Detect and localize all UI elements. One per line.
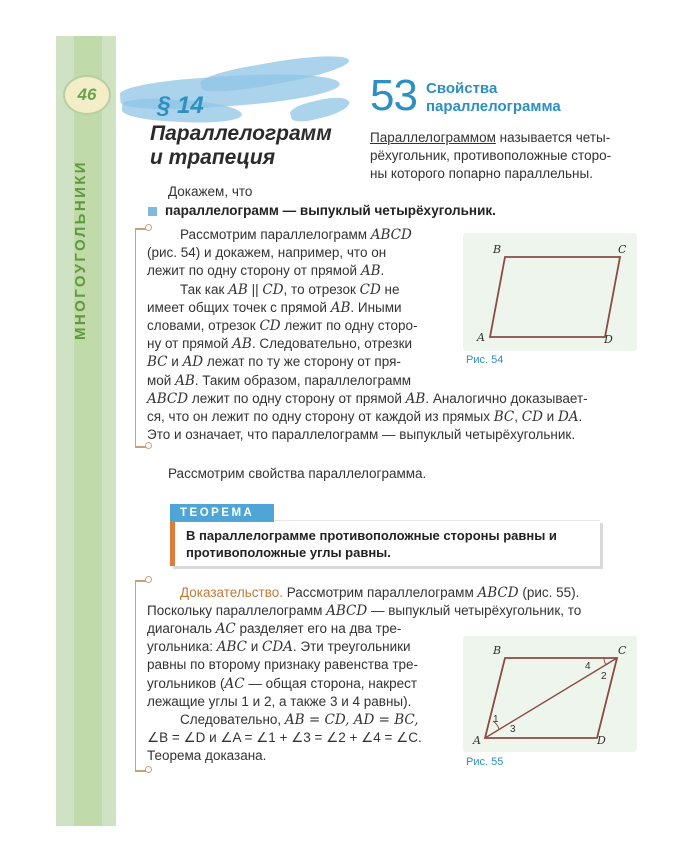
figure-55	[463, 636, 637, 752]
angle-label-1: 1	[493, 714, 499, 725]
text-line: ∠B = ∠D и ∠A = ∠1 + ∠3 = ∠2 + ∠4 = ∠C.	[147, 730, 422, 746]
angle-label-3: 3	[510, 724, 516, 735]
text-run: . Аналогично доказывает-	[425, 391, 588, 406]
text-run: Так как	[180, 281, 229, 297]
vertex-label-c: C	[618, 644, 627, 657]
figure-54-caption: Рис. 54	[466, 354, 504, 366]
text-run: Следовательно,	[180, 712, 285, 728]
proof-bracket-dot	[145, 766, 152, 773]
theorem-line: противоположные углы равны.	[186, 545, 391, 560]
text-run: и	[167, 354, 183, 370]
text-run: лежат по ту же сторону от пря-	[203, 354, 401, 370]
statement-marker	[148, 207, 157, 216]
math-run: CD	[259, 318, 281, 335]
intro-text: Докажем, что	[168, 184, 253, 199]
proof-bracket	[135, 580, 136, 770]
text-run: , то отрезок	[283, 281, 360, 297]
text-run: . Иными	[350, 299, 402, 315]
statement-text: параллелограмм — выпуклый четырёхугольник.	[165, 203, 496, 218]
text-run: . Эти треугольники	[292, 639, 411, 655]
proof-label: Доказательство.	[180, 585, 283, 600]
text-line: Это и означает, что параллелограмм — выпуклый четырёхугольник.	[147, 427, 576, 443]
math-run: DA	[557, 409, 579, 426]
text-run: угольника:	[147, 639, 217, 655]
proof-bracket-dot	[145, 576, 152, 583]
math-run: CDA	[262, 639, 293, 656]
text-run: диагональ	[147, 621, 216, 636]
text-run: мой	[147, 372, 176, 388]
math-run: CD	[359, 281, 381, 298]
math-run: AB	[405, 391, 426, 407]
vertex-label-b: B	[493, 243, 502, 256]
text-run: лежит по одну сторону от прямой	[188, 391, 406, 406]
math-run: AB	[228, 281, 248, 298]
text-run: — общая сторона, накрест	[244, 675, 418, 691]
math-run: AD	[182, 354, 204, 371]
definition	[370, 129, 655, 183]
section-title-line: Свойства	[426, 80, 498, 97]
definition-text: называется четы-	[495, 130, 611, 145]
text-run: (рис. 55).	[518, 585, 580, 600]
math-run: CD	[262, 281, 284, 298]
chapter-title-line: и трапеция	[150, 146, 276, 169]
text-run: — выпуклый четырёхугольник, то	[367, 603, 582, 619]
math-run: AB	[232, 336, 252, 353]
text-run: и	[246, 639, 263, 655]
text-run: угольников (	[147, 675, 225, 691]
math-run: ABC	[216, 639, 247, 656]
chapter-side-title: МНОГОУГОЛЬНИКИ	[72, 160, 89, 340]
theorem-text	[186, 527, 596, 561]
math-run: ABCD	[147, 391, 189, 407]
text-line: лежащие углы 1 и 2, а также 3 и 4 равны).	[147, 693, 412, 709]
text-line: (рис. 54) и докажем, например, что он	[147, 245, 387, 261]
math-run: CD	[521, 409, 543, 426]
text-run: .	[380, 263, 385, 279]
math-run: AB	[360, 263, 381, 280]
text-run: ся, что он лежит по одну сторону от каждой из прямых	[147, 409, 494, 425]
text-run: .	[578, 409, 583, 425]
text-run: имеет общих точек с прямой	[147, 299, 331, 315]
text-run: Рассмотрим параллелограмм	[282, 585, 478, 600]
vertex-label-d: D	[604, 333, 613, 346]
figure-54	[463, 233, 637, 351]
proof-bracket	[135, 228, 136, 446]
definition-text: рёхугольник, противоположные сторо-	[370, 148, 612, 163]
chapter-number: § 14	[157, 92, 204, 119]
text-run: лежит по одну сторо-	[280, 318, 418, 334]
angle-label-2: 2	[601, 671, 607, 682]
parallelogram-54-svg	[463, 233, 637, 351]
math-run: ABCD	[326, 603, 368, 620]
chapter-title	[150, 122, 332, 170]
section-title-line: параллелограмма	[426, 98, 561, 115]
parallelogram-abcd	[490, 257, 620, 337]
diagonal-ac	[485, 658, 617, 738]
consider-text: Рассмотрим свойства параллелограмма.	[168, 466, 427, 481]
math-run: BC	[147, 354, 168, 371]
text-run: разделяет его на два тре-	[235, 621, 402, 636]
math-run: AC	[215, 621, 236, 637]
text-line: Теорема доказана.	[147, 748, 267, 764]
math-run: BC	[493, 409, 515, 426]
vertex-label-c: C	[618, 243, 627, 256]
text-run: лежит по одну сторону от прямой	[147, 263, 361, 279]
text-run: словами, отрезок	[147, 318, 260, 334]
theorem-line: В параллелограмме противоположные стороны равны и	[186, 528, 557, 543]
text-run: ,	[514, 409, 522, 425]
proof2-column	[147, 620, 457, 766]
section-title	[426, 80, 561, 116]
text-run: и	[542, 409, 558, 425]
math-run: AB = CD, AD = BC,	[284, 712, 419, 729]
text-run: . Таким образом, параллелограмм	[194, 372, 412, 388]
math-run: AC	[224, 675, 245, 692]
text-run: Рассмотрим параллелограмм	[180, 227, 371, 242]
math-run: AB	[175, 372, 195, 389]
text-run: ну от прямой	[147, 336, 233, 352]
definition-text: ны которого попарно параллельны.	[370, 166, 593, 181]
parallelogram-55-svg	[463, 636, 637, 752]
math-run: AB	[330, 299, 351, 316]
vertex-label-d: D	[597, 734, 606, 747]
text-line: равны по второму признаку равенства тре-	[147, 657, 419, 673]
text-run: не	[380, 281, 400, 297]
vertex-label-a: A	[477, 331, 485, 344]
angle-arc-4	[604, 659, 606, 665]
math-run: ABCD	[477, 585, 519, 601]
vertex-label-a: A	[473, 734, 481, 747]
page-number: 46	[63, 75, 111, 115]
proof1-text	[147, 226, 455, 390]
math-run: ABCD	[370, 227, 412, 243]
section-number: 53	[370, 71, 417, 120]
proof2-text	[147, 584, 647, 620]
vertex-label-b: B	[493, 644, 502, 657]
text-run: ||	[247, 281, 263, 297]
text-run: Поскольку параллелограмм	[147, 603, 327, 619]
text-run: . Следовательно, отрезки	[251, 336, 413, 352]
definition-term: Параллелограммом	[370, 130, 496, 145]
figure-55-caption: Рис. 55	[466, 756, 504, 768]
chapter-title-line: Параллелограмм	[150, 122, 332, 145]
proof1-continued	[147, 390, 647, 445]
angle-label-4: 4	[585, 661, 591, 672]
theorem-tab: ТЕОРЕМА	[170, 504, 274, 522]
proof-bracket-dot	[145, 224, 152, 231]
